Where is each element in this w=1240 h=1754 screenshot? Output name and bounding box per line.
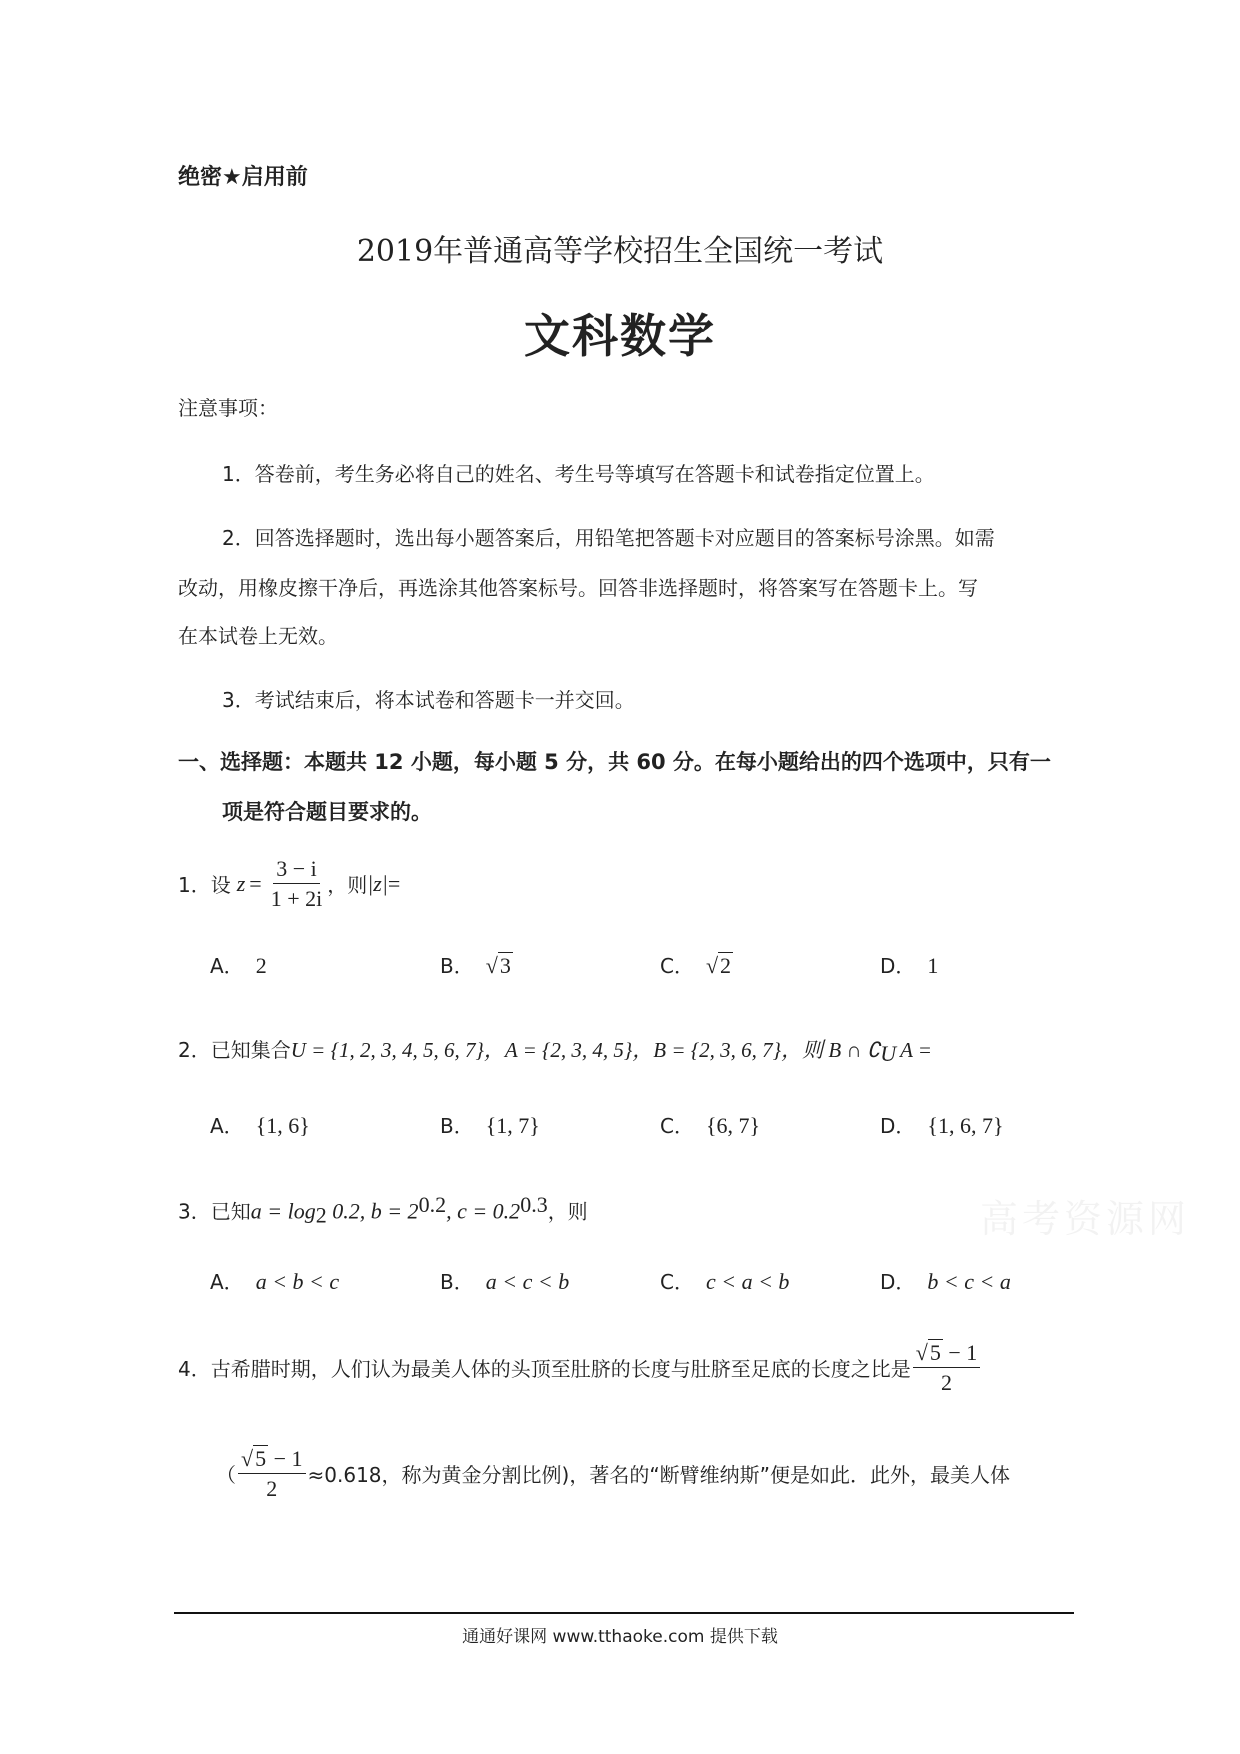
notice-item-2: 2．回答选择题时，选出每小题答案后，用铅笔把答题卡对应题目的答案标号涂黑。如需 (222, 526, 995, 550)
question-number: 1．设 (178, 873, 231, 898)
option-c (660, 1110, 760, 1139)
log-base: 2 (315, 1202, 327, 1228)
option-label: C． (660, 954, 694, 978)
option-label: D． (880, 954, 916, 978)
question-tail: ，则 (327, 873, 368, 898)
option-label: C． (660, 1114, 694, 1138)
golden-ratio-fraction (238, 1446, 306, 1502)
option-label: D． (880, 1114, 916, 1138)
notice-item-2-end: 在本试卷上无效。 (178, 624, 338, 648)
option-b (440, 1266, 569, 1295)
question-3 (178, 1192, 588, 1229)
math-c: , c = 0.2 (446, 1198, 521, 1224)
fraction-minus: − 1 (942, 1340, 978, 1365)
math-a: a = log (250, 1198, 316, 1224)
subject-title: 文科数学 (524, 309, 716, 363)
option-label: C． (660, 1270, 694, 1294)
option-value: {6, 7} (705, 1113, 761, 1138)
notice-heading: 注意事项： (178, 396, 278, 420)
option-d (880, 1110, 1004, 1139)
open-paren: （ (216, 1463, 236, 1488)
option-label: B． (440, 1270, 474, 1294)
sqrt-sign-icon: √ (485, 953, 498, 978)
notice-item-1: 1．答卷前，考生务必将自己的姓名、考生号等填写在答题卡和试卷指定位置上。 (222, 462, 935, 486)
option-value: c < a < b (705, 1269, 790, 1294)
option-value: a < b < c (255, 1269, 340, 1294)
option-label: A． (210, 1114, 244, 1138)
fraction (268, 856, 326, 912)
sqrt-radicand: 5 (255, 1446, 267, 1471)
option-a (210, 1110, 310, 1139)
equals-sign: = (387, 870, 401, 896)
option-d (880, 1266, 1011, 1295)
watermark: 高考资源网 (979, 1197, 1190, 1241)
question-2 (178, 1034, 932, 1067)
option-d (880, 950, 938, 979)
exponent-b: 0.2 (418, 1192, 447, 1217)
variable-z: z (236, 870, 246, 896)
question-number: 3．已知 (178, 1199, 251, 1224)
sqrt-expression (706, 953, 733, 979)
option-value: {1, 7} (485, 1113, 540, 1138)
math-b: 0.2, b = 2 (326, 1198, 419, 1224)
fraction-denominator: 1 + 2i (270, 886, 323, 912)
sqrt-sign-icon: √ (241, 1446, 254, 1471)
question-1 (178, 856, 400, 912)
confidential-label: 绝密★启用前 (178, 165, 308, 190)
exam-title: 2019年普通高等学校招生全国统一考试 (356, 234, 884, 269)
option-c (660, 950, 733, 979)
option-value: 2 (255, 953, 267, 978)
fraction-minus: − 1 (268, 1446, 303, 1471)
fraction-denominator: 2 (266, 1476, 278, 1502)
option-label: A． (210, 954, 244, 978)
notice-item-2-cont: 改动，用橡皮擦干净后，再选涂其他答案标号。回答非选择题时，将答案写在答题卡上。写 (178, 576, 978, 600)
question-math: U = {1, 2, 3, 4, 5, 6, 7}，A = {2, 3, 4, 5}，B = {2, 3, 6, 7}，则 B ∩ ∁ (290, 1038, 881, 1062)
question-tail: ，则 (547, 1199, 588, 1224)
question-number: 2．已知集合 (178, 1038, 291, 1062)
footer-text: 通通好课网 www.tthaoke.com 提供下载 (462, 1627, 778, 1647)
option-value: a < c < b (485, 1269, 570, 1294)
exponent-c: 0.3 (520, 1192, 548, 1217)
option-label: A． (210, 1270, 244, 1294)
option-value: {1, 6} (255, 1113, 310, 1138)
option-value: 1 (927, 953, 939, 978)
section-heading: 一、选择题：本题共 12 小题，每小题 5 分，共 60 分。在每小题给出的四个选项中，只有一 (178, 750, 1051, 774)
golden-ratio-fraction (913, 1340, 981, 1396)
option-b (440, 1110, 540, 1139)
complement-subscript: U (880, 1041, 897, 1067)
fraction-numerator: 3 − i (273, 856, 320, 884)
option-label: B． (440, 1114, 474, 1138)
option-value: 3 (499, 953, 511, 978)
sqrt-radicand: 5 (929, 1340, 941, 1365)
fraction-denominator: 2 (940, 1370, 952, 1396)
option-c (660, 1266, 789, 1295)
question-tail: A = (900, 1038, 932, 1062)
abs-expression: |z| (367, 870, 388, 896)
question-text: 4．古希腊时期，人们认为最美人体的头顶至肚脐的长度与肚脐至足底的长度之比是 (178, 1357, 911, 1382)
option-value: {1, 6, 7} (927, 1113, 1004, 1138)
notice-item-3: 3．考试结束后，将本试卷和答题卡一并交回。 (222, 688, 635, 712)
footer-divider (174, 1612, 1074, 1614)
sqrt-sign-icon: √ (705, 953, 719, 978)
option-value: 2 (720, 953, 732, 978)
question-4 (178, 1340, 982, 1396)
question-text: ≈0.618，称为黄金分割比例)，著名的“断臂维纳斯”便是如此．此外，最美人体 (307, 1463, 1011, 1488)
option-a (210, 950, 267, 979)
sqrt-sign-icon: √ (915, 1340, 928, 1365)
sqrt-expression (486, 953, 513, 979)
option-b (440, 950, 513, 979)
section-heading-cont: 项是符合题目要求的。 (222, 800, 432, 824)
option-value: b < c < a (927, 1269, 1011, 1294)
question-4-cont (216, 1446, 1010, 1502)
option-label: B． (440, 954, 474, 978)
option-a (210, 1266, 339, 1295)
equals-sign: = (249, 870, 262, 896)
option-label: D． (880, 1270, 916, 1294)
